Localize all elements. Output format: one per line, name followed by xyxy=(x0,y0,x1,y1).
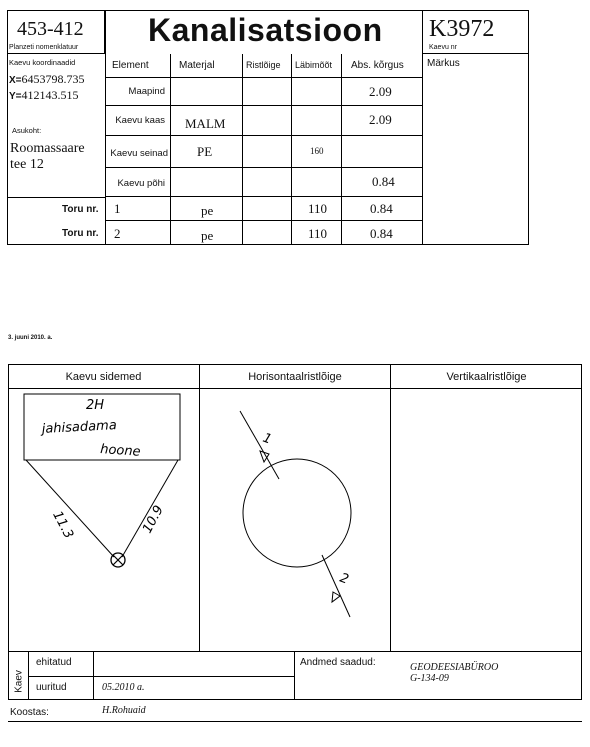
pipe-row-1-cross xyxy=(243,197,292,221)
pipe-row-1-label: Toru nr. xyxy=(62,204,99,215)
pipe-1-arrow-icon xyxy=(260,451,269,462)
table-row-1-cross xyxy=(243,106,292,136)
coord-y-prefix: Y= xyxy=(9,91,22,102)
table-row-0-height: 2.09 xyxy=(342,78,423,106)
footer-surveyed-label: uuritud xyxy=(36,682,67,693)
th-abs-height: Abs. kõrgus xyxy=(342,54,423,78)
building-label-3: hoone xyxy=(99,442,142,460)
footer-compiled-underline xyxy=(8,721,582,722)
pipe-row-2-diameter: 110 xyxy=(292,221,342,245)
th-material: Materjal xyxy=(171,54,243,78)
pipe-2-label: 2 xyxy=(337,570,351,588)
table-row-2-cross xyxy=(243,136,292,168)
pipe-row-2-height: 0.84 xyxy=(342,221,423,245)
footer-compiled-value: H.Rohuaid xyxy=(102,705,146,716)
pipe-row-2-label: Toru nr. xyxy=(62,228,99,239)
pipe-row-2-number: 2 xyxy=(106,221,171,245)
table-row-0-material xyxy=(171,78,243,106)
section-horizontal-title: Horisontaalristlõige xyxy=(248,371,342,383)
well-number-label: Kaevu nr xyxy=(429,44,458,51)
table-row-1-element: Kaevu kaas xyxy=(106,106,171,136)
footer-data-label: Andmed saadud: xyxy=(300,657,376,668)
table-row-1-diameter xyxy=(292,106,342,136)
drawing-divider-2 xyxy=(390,364,391,652)
left-distance-line xyxy=(26,460,114,557)
section-connections-title: Kaevu sidemed xyxy=(65,371,142,383)
element-table xyxy=(106,54,423,245)
footer-built-label: ehitatud xyxy=(36,657,72,668)
pipe-row-2-material: pe xyxy=(171,221,243,245)
pipe-row-1-material: pe xyxy=(171,197,243,221)
left-column-bottom xyxy=(7,197,106,198)
sheet-number: 453-412 xyxy=(17,18,84,40)
table-row-3-material xyxy=(171,168,243,197)
table-row-1-height: 2.09 xyxy=(342,106,423,136)
building-label-1: 2H xyxy=(86,398,105,413)
footer-surveyed-value: 05.2010 a. xyxy=(102,682,145,693)
pipe-1-label: 1 xyxy=(260,430,274,448)
pipe-1-line xyxy=(240,411,279,479)
pipe-row-2-cross xyxy=(243,221,292,245)
section-vertical-title: Vertikaalristlõige xyxy=(446,371,527,383)
footer-data-divider xyxy=(294,652,295,700)
pipe-row-1-height: 0.84 xyxy=(342,197,423,221)
distance-right: 10.9 xyxy=(140,503,167,536)
footer-value-divider xyxy=(93,652,94,700)
table-row-2-element: Kaevu seinad xyxy=(106,136,171,168)
distance-left: 11.3 xyxy=(49,508,77,542)
th-diameter: Läbimõõt xyxy=(292,54,342,78)
location-line2: tee 12 xyxy=(10,157,44,172)
table-row-0-cross xyxy=(243,78,292,106)
table-row-3-diameter xyxy=(292,168,342,197)
horizontal-section-sketch xyxy=(200,389,390,651)
well-number-cell xyxy=(422,10,529,54)
table-row-2-material: PE xyxy=(171,136,243,168)
table-row-2-height xyxy=(342,136,423,168)
table-row-3-element: Kaevu põhi xyxy=(106,168,171,197)
footer-compiled-label: Koostas: xyxy=(10,707,49,718)
connections-sketch xyxy=(8,389,199,651)
footer-data-value-2: G-134-09 xyxy=(410,673,449,684)
location-line1: Roomassaare xyxy=(10,141,85,156)
well-number: K3972 xyxy=(429,16,495,42)
location-label: Asukoht: xyxy=(12,126,42,135)
th-cross-section: Ristlõige xyxy=(243,54,292,78)
remarks-header: Märkus xyxy=(427,58,460,69)
page-title: Kanalisatsioon xyxy=(148,12,383,48)
footer-mid-line xyxy=(28,676,294,677)
sheet-number-label: Planzeti nomenklatuur xyxy=(9,44,79,51)
coord-y-value: 412143.515 xyxy=(21,88,79,102)
footer-data-value-1: GEODEESIABÜROO xyxy=(410,662,499,673)
footer-kaev-label: Kaev xyxy=(13,670,25,693)
pipe-row-1-diameter: 110 xyxy=(292,197,342,221)
coord-x-value: 6453798.735 xyxy=(21,72,85,86)
sheet-number-cell xyxy=(7,10,105,54)
table-row-3-cross xyxy=(243,168,292,197)
table-row-0-element: Maapind xyxy=(106,78,171,106)
coords-label: Kaevu koordinaadid xyxy=(9,58,76,67)
pipe-row-1-number: 1 xyxy=(106,197,171,221)
table-row-3-height: 0.84 xyxy=(342,168,423,197)
well-circle xyxy=(243,459,351,567)
table-row-1-material: MALM xyxy=(171,106,243,136)
building-label-2: jahisadama xyxy=(41,418,118,437)
date-line: 3. juuni 2010. a. xyxy=(8,335,53,341)
coord-x xyxy=(9,72,85,87)
coord-x-prefix: X= xyxy=(9,75,22,86)
th-element: Element xyxy=(106,54,171,78)
table-row-2-diameter: 160 xyxy=(292,136,342,168)
table-row-0-diameter xyxy=(292,78,342,106)
coord-y xyxy=(9,88,79,103)
pipe-2-arrow-icon xyxy=(332,592,340,602)
